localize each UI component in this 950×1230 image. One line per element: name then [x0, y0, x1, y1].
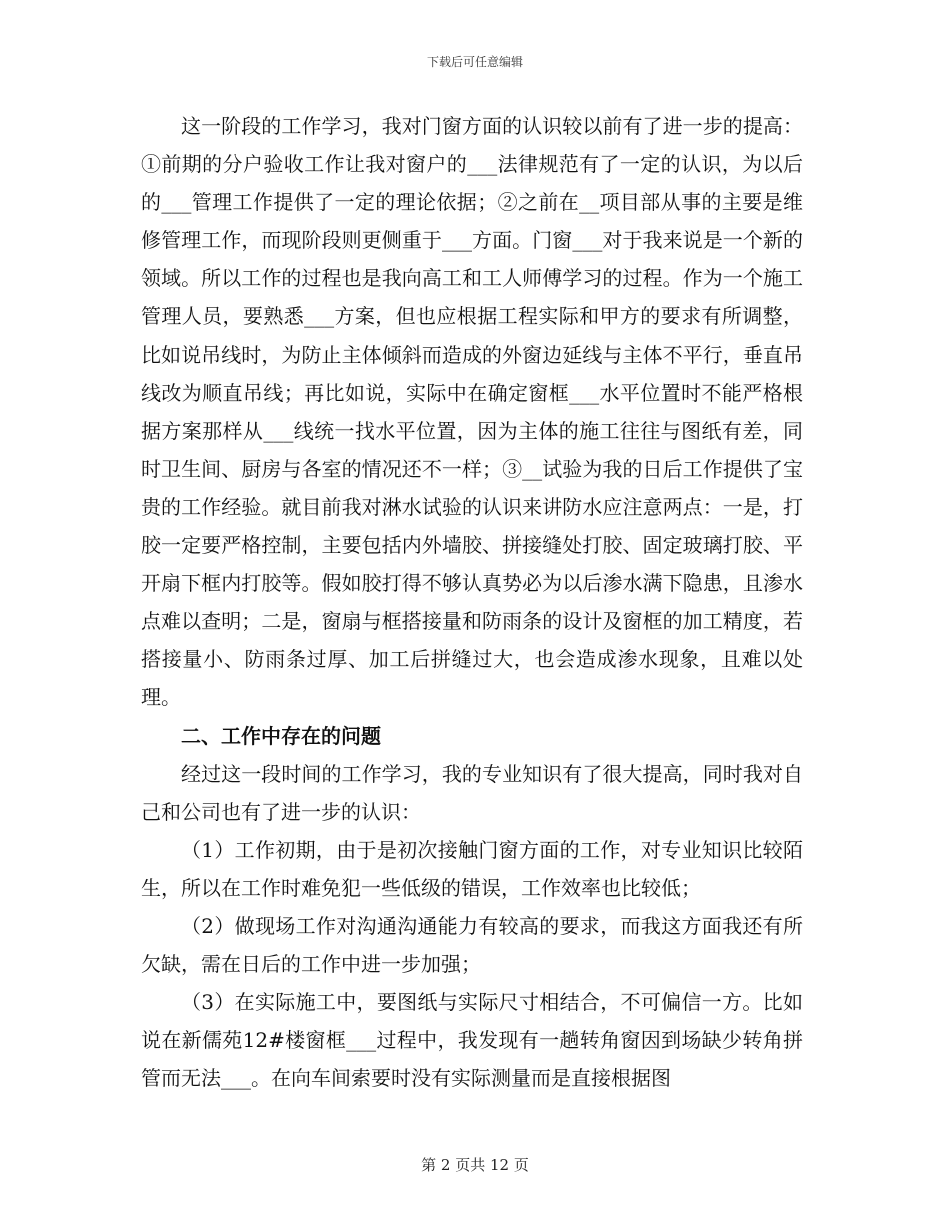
section-heading-2: 二、工作中存在的问题 — [181, 723, 381, 748]
paragraph-2: 经过这一段时间的工作学习，我的专业知识有了很大提高，同时我对自己和公司也有了进一步的认识： — [141, 761, 803, 824]
list-item-1: （1）工作初期，由于是初次接触门窗方面的工作，对专业知识比较陌生，所以在工作时难免犯一些低级的错误，工作效率也比较低； — [141, 837, 803, 900]
document-body — [141, 107, 803, 1097]
list-item-3: （3）在实际施工中，要图纸与实际尺寸相结合，不可偏信一方。比如说在新儒苑12#楼窗框___过程中，我发现有一趟转角窗因到场缺少转角拼管而无法___。在向车间索要时没有实际测量而是直接根据图 — [141, 990, 803, 1091]
page-footer: 第 2 页共 12 页 — [421, 1156, 529, 1174]
paragraph-1: 这一阶段的工作学习，我对门窗方面的认识较以前有了进一步的提高：①前期的分户验收工作让我对窗户的___法律规范有了一定的认识，为以后的___管理工作提供了一定的理论依据；②之前在__项目部从事的主要是维修管理工作，而现阶段则更侧重于___方面。门窗___对于我来说是一个新的领域。所以工作的过程也是我向高工和工人师傅学习的过程。作为一个施工管理人员，要熟悉___方案，但也应根据工程实际和甲方的要求有所调整，比如说吊线时，为防止主体倾斜而造成的外窗边延线与主体不平行，垂直吊线改为顺直吊线；再比如说，实际中在确定窗框___水平位置时不能严格根据方案那样从___线统一找水平位置，因为主体的施工往往与图纸有差，同时卫生间、厨房与各室的情况还不一样；③__试验为我的日后工作提供了宝贵的工作经验。就目前我对淋水试验的认识来讲防水应注意两点：一是，打胶一定要严格控制，主要包括内外墙胶、拼接缝处打胶、固定玻璃打胶、平开扇下框内打胶等。假如胶打得不够认真势必为以后渗水满下隐患，且渗水点难以查明；二是，窗扇与框搭接量和防雨条的设计及窗框的加工精度，若搭接量小、防雨条过厚、加工后拼缝过大，也会造成渗水现象，且难以处理。 — [141, 114, 803, 710]
page-header: 下载后可任意编辑 — [426, 55, 523, 69]
list-item-2: （2）做现场工作对沟通沟通能力有较高的要求，而我这方面我还有所欠缺，需在日后的工作中进一步加强； — [141, 913, 803, 977]
